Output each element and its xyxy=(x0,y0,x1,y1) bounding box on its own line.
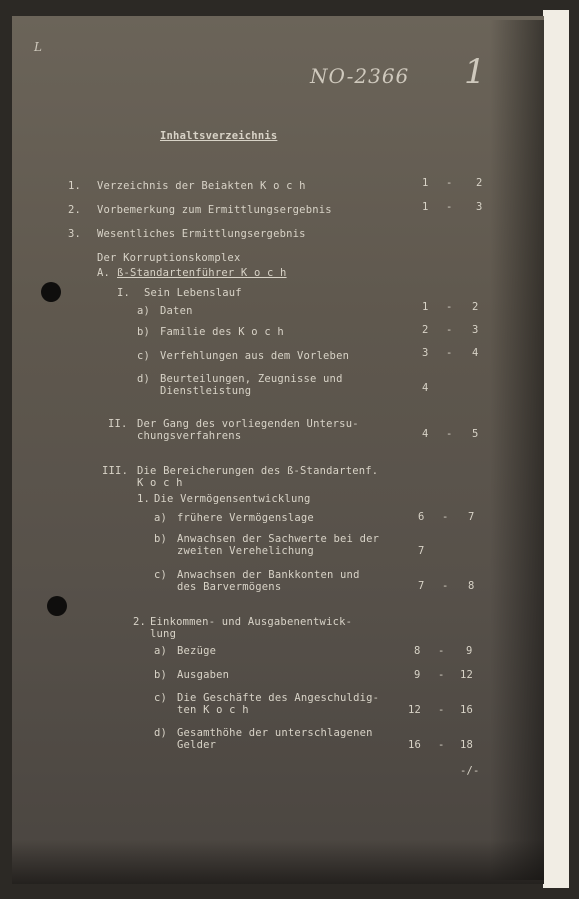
item-text: Verfehlungen aus dem Vorleben xyxy=(160,350,350,362)
page-to: 2 xyxy=(472,301,479,313)
item-label: c) xyxy=(154,569,168,581)
document-page xyxy=(12,16,544,884)
page-to: 5 xyxy=(472,428,479,440)
page-from: 12 xyxy=(408,704,422,716)
item-label: b) xyxy=(154,533,168,545)
page-bottom-shadow xyxy=(12,840,544,884)
page-from: 8 xyxy=(414,645,421,657)
item-text: frühere Vermögenslage xyxy=(177,512,314,524)
page-to: 16 xyxy=(460,704,474,716)
part-label: III. xyxy=(102,465,129,477)
item-text: Bezüge xyxy=(177,645,217,657)
page-dash: - xyxy=(442,511,449,523)
page-dash: - xyxy=(442,580,449,592)
item-label: d) xyxy=(137,373,151,385)
page-to: 3 xyxy=(476,201,483,213)
part-label: I. xyxy=(117,287,131,299)
page-dash: - xyxy=(446,301,453,313)
entry-text: Verzeichnis der Beiakten K o c h xyxy=(97,180,306,192)
page-from: 16 xyxy=(408,739,422,751)
page-to: 3 xyxy=(472,324,479,336)
page-from: 4 xyxy=(422,428,429,440)
page-to: 4 xyxy=(472,347,479,359)
entry-label: 2. xyxy=(68,204,82,216)
item-label: a) xyxy=(137,305,151,317)
item-text: Gesamthöhe der unterschlagenen Gelder xyxy=(177,727,373,751)
item-label: c) xyxy=(137,350,151,362)
page-shadow xyxy=(490,20,544,880)
page-from: 9 xyxy=(414,669,421,681)
page-dash: - xyxy=(438,669,445,681)
part-text: Die Bereicherungen des ß-Standartenf. K o c h xyxy=(137,465,379,489)
item-text: Anwachsen der Sachwerte bei der zweiten Verehelichung xyxy=(177,533,380,557)
page-title: Inhaltsverzeichnis xyxy=(160,130,278,142)
subsection-label: 2. xyxy=(133,616,147,628)
page-dash: - xyxy=(438,704,445,716)
page-from: 7 xyxy=(418,580,425,592)
page-from: 4 xyxy=(422,382,429,394)
item-label: d) xyxy=(154,727,168,739)
end-mark: -/- xyxy=(460,765,480,777)
item-label: a) xyxy=(154,512,168,524)
page-from: 2 xyxy=(422,324,429,336)
item-label: c) xyxy=(154,692,168,704)
part-label: II. xyxy=(108,418,128,430)
entry-text: Vorbemerkung zum Ermittlungsergebnis xyxy=(97,204,332,216)
item-text: Ausgaben xyxy=(177,669,230,681)
page-to: 2 xyxy=(476,177,483,189)
page-dash: - xyxy=(446,347,453,359)
subsection-title: Die Vermögensentwicklung xyxy=(154,493,311,505)
item-label: a) xyxy=(154,645,168,657)
subsection-label: 1. xyxy=(137,493,151,505)
page-from: 1 xyxy=(422,177,429,189)
paper-edge xyxy=(543,10,569,888)
page-dash: - xyxy=(438,645,445,657)
page-dash: - xyxy=(438,739,445,751)
page-from: 1 xyxy=(422,301,429,313)
page-to: 12 xyxy=(460,669,474,681)
subsection-title: Einkommen- und Ausgabenentwick- lung xyxy=(150,616,353,640)
page-dash: - xyxy=(446,177,453,189)
page-from: 3 xyxy=(422,347,429,359)
entry-text: Wesentliches Ermittlungsergebnis xyxy=(97,228,306,240)
page-dash: - xyxy=(446,201,453,213)
page-dash: - xyxy=(446,428,453,440)
section-title: Der Korruptionskomplex xyxy=(97,252,241,264)
page-to: 7 xyxy=(468,511,475,523)
section-label: A. xyxy=(97,267,111,279)
part-text: Der Gang des vorliegenden Untersu- chungsverfahrens xyxy=(137,418,359,442)
punch-hole-top xyxy=(41,282,61,302)
page-from: 1 xyxy=(422,201,429,213)
item-text: Familie des K o c h xyxy=(160,326,284,338)
item-text: Die Geschäfte des Angeschuldig- ten K o c h xyxy=(177,692,380,716)
entry-label: 1. xyxy=(68,180,82,192)
page-number-mark: 1 xyxy=(464,52,486,92)
part-title: Sein Lebenslauf xyxy=(144,287,242,299)
page-to: 9 xyxy=(466,645,473,657)
entry-label: 3. xyxy=(68,228,82,240)
item-label: b) xyxy=(137,326,151,338)
item-text: Beurteilungen, Zeugnisse und Dienstleistung xyxy=(160,373,343,397)
corner-mark: L xyxy=(34,40,42,54)
page-from: 7 xyxy=(418,545,425,557)
item-text: Daten xyxy=(160,305,193,317)
page-from: 6 xyxy=(418,511,425,523)
section-subtitle: ß-Standartenführer K o c h xyxy=(117,267,287,279)
page-to: 18 xyxy=(460,739,474,751)
page-to: 8 xyxy=(468,580,475,592)
item-text: Anwachsen der Bankkonten und des Barvermögens xyxy=(177,569,360,593)
punch-hole-bottom xyxy=(47,596,67,616)
page-dash: - xyxy=(446,324,453,336)
document-number: NO-2366 xyxy=(310,64,410,88)
item-label: b) xyxy=(154,669,168,681)
